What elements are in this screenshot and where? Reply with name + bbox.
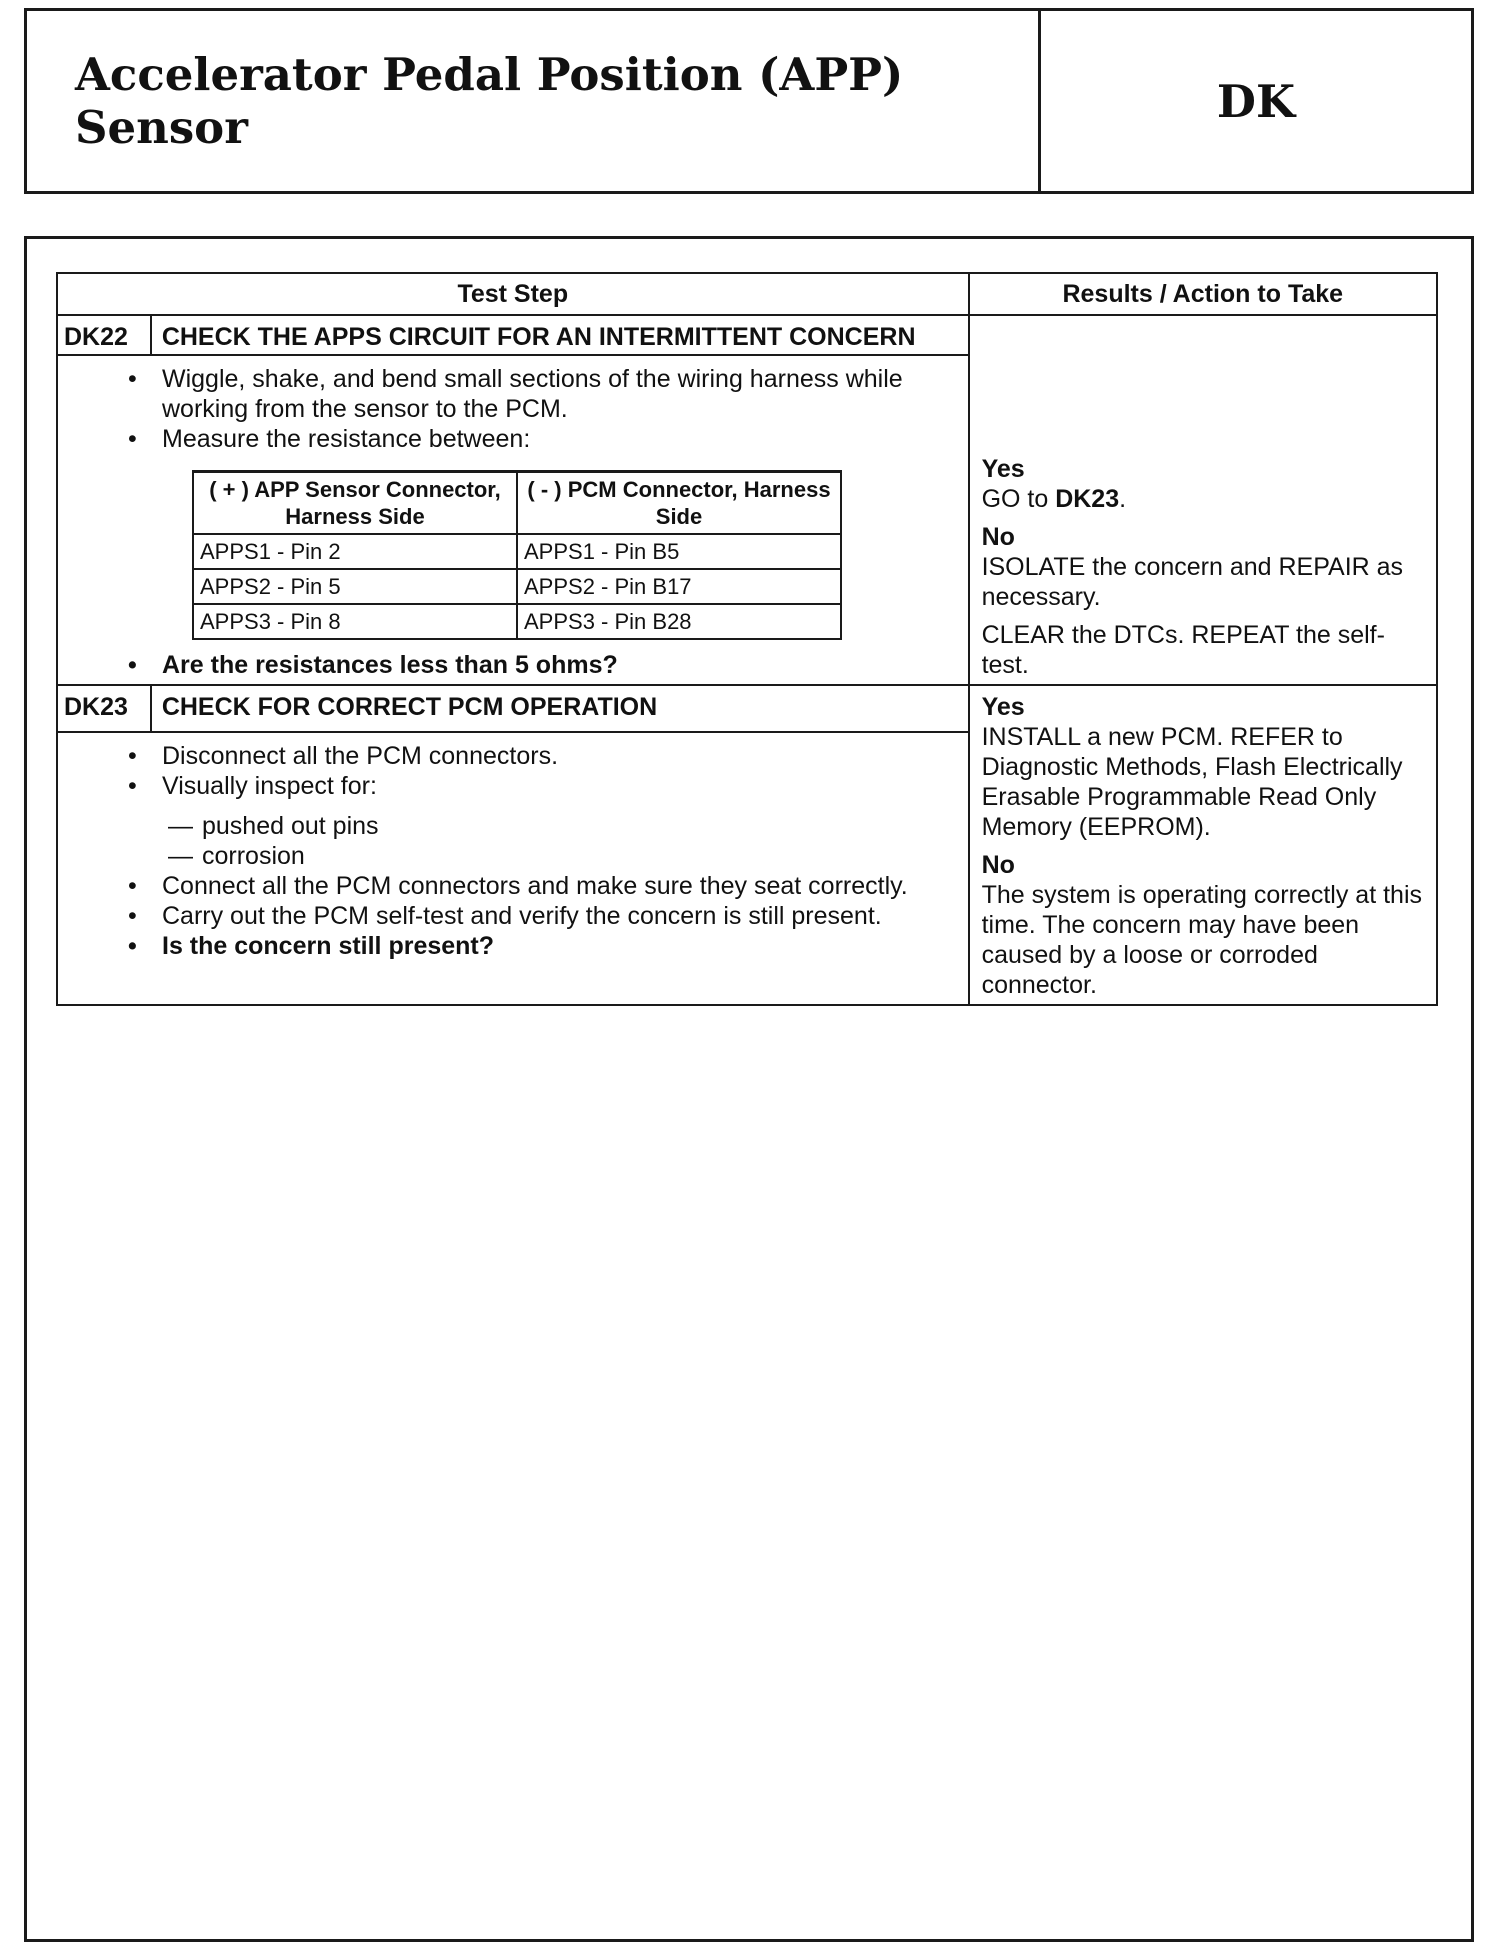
list-item: • Connect all the PCM connectors and make sure they seat correctly. — [122, 871, 958, 901]
table-cell: APPS2 - Pin B17 — [517, 569, 841, 604]
step-title-dk22: CHECK THE APPS CIRCUIT FOR AN INTERMITTENT CONCERN — [151, 315, 969, 355]
step-question: • Is the concern still present? — [122, 931, 958, 961]
step-body-dk22 — [57, 355, 969, 685]
no-action: The system is operating correctly at this time. The concern may have been caused by a loose or corroded connector. — [981, 881, 1423, 999]
yes-action: INSTALL a new PCM. REFER to Diagnostic Methods, Flash Electrically Erasable Programmable Read Only Memory (EEPROM). — [981, 723, 1403, 841]
resistance-pin-table — [192, 470, 842, 640]
list-item: — corrosion — [162, 841, 958, 871]
pcm-connector-column-header: ( - ) PCM Connector, Harness Side — [517, 472, 841, 535]
no-label: No — [981, 523, 1015, 551]
dk23-instructions — [122, 741, 958, 961]
table-row — [193, 569, 841, 604]
goto-step-ref: DK23 — [1055, 485, 1120, 513]
no-action-2: CLEAR the DTCs. REPEAT the self-test. — [981, 621, 1385, 679]
app-sensor-column-header: ( + ) APP Sensor Connector, Harness Side — [193, 472, 517, 535]
table-cell: APPS1 - Pin 2 — [193, 534, 517, 569]
table-header-row — [57, 273, 1437, 315]
table-row — [193, 534, 841, 569]
step-title-dk23: CHECK FOR CORRECT PCM OPERATION — [151, 685, 969, 732]
list-item: • Wiggle, shake, and bend small sections of the wiring harness while working from the sensor to the PCM. — [122, 364, 958, 424]
step-id-dk23: DK23 — [57, 685, 151, 732]
page-header — [24, 8, 1474, 194]
yes-label: Yes — [981, 455, 1025, 483]
diagnostic-table — [56, 272, 1438, 1006]
no-action-1: ISOLATE the concern and REPAIR as necessary. — [981, 553, 1404, 611]
list-item: • Measure the resistance between: — [122, 424, 958, 454]
section-code: DK — [1216, 74, 1296, 128]
list-item: • Disconnect all the PCM connectors. — [122, 741, 958, 771]
dk22-instructions — [122, 364, 958, 454]
test-step-header: Test Step — [57, 273, 969, 315]
table-cell: APPS3 - Pin B28 — [517, 604, 841, 639]
step-id-dk22: DK22 — [57, 315, 151, 355]
step-body-dk23 — [57, 732, 969, 1005]
table-row — [193, 604, 841, 639]
table-cell: APPS1 - Pin B5 — [517, 534, 841, 569]
yes-label: Yes — [981, 693, 1025, 721]
table-cell: APPS2 - Pin 5 — [193, 569, 517, 604]
step-dk22-title-row — [57, 315, 1437, 355]
sub-table-header — [193, 472, 841, 535]
inspection-items — [162, 811, 958, 871]
results-dk23 — [969, 685, 1437, 1005]
table-cell: APPS3 - Pin 8 — [193, 604, 517, 639]
no-label: No — [981, 851, 1015, 879]
list-item: • Visually inspect for: — pushed out pins — corrosion — [122, 771, 958, 871]
list-item: — pushed out pins — [162, 811, 958, 841]
list-item: • Carry out the PCM self-test and verify the concern is still present. — [122, 901, 958, 931]
page-title: Accelerator Pedal Position (APP) Sensor — [27, 11, 1041, 191]
results-dk22 — [969, 315, 1437, 685]
step-question: • Are the resistances less than 5 ohms? — [122, 650, 958, 680]
step-dk23-title-row — [57, 685, 1437, 732]
results-header: Results / Action to Take — [969, 273, 1437, 315]
yes-action: GO to DK23. — [981, 485, 1127, 513]
